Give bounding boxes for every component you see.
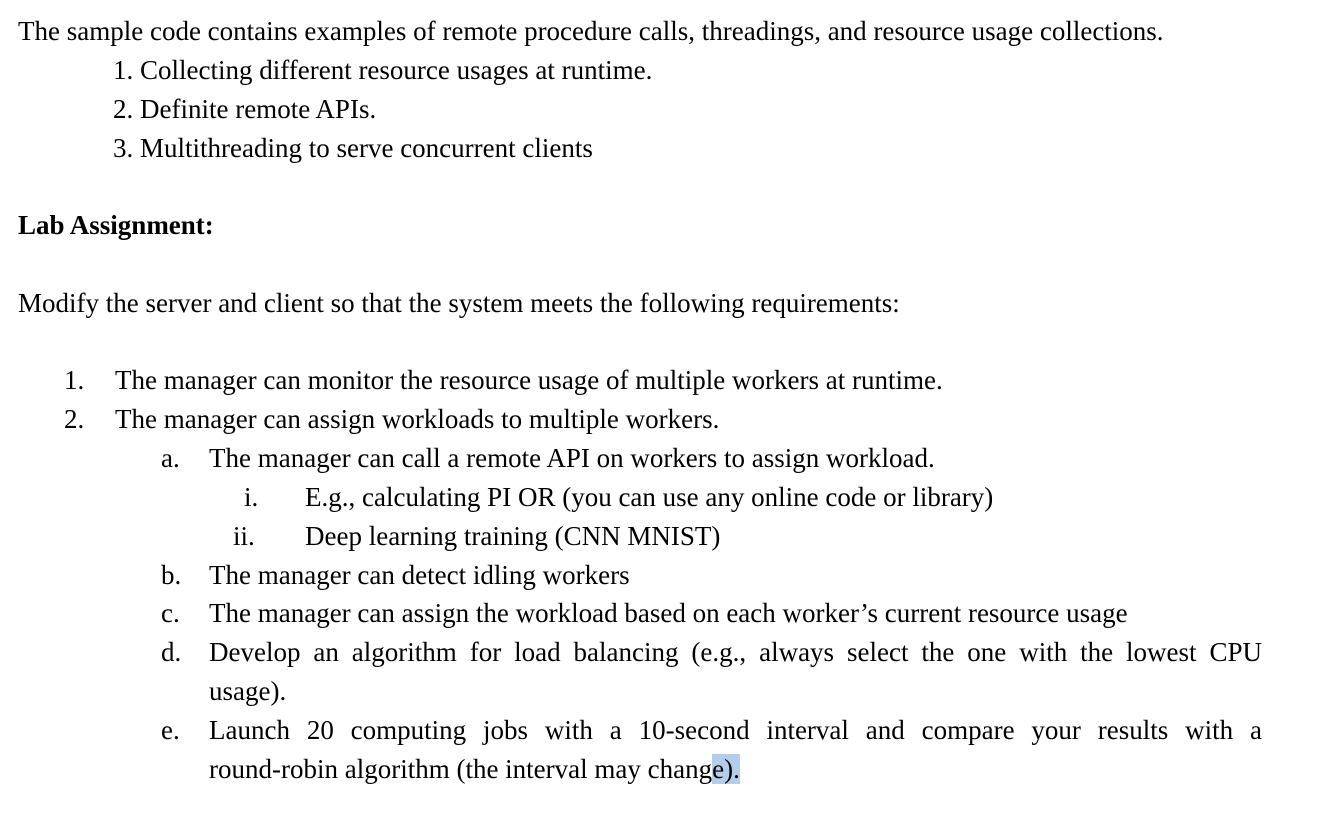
intro-item-1: 1. Collecting different resource usages at runtime.: [113, 55, 653, 85]
subitem-ii-text: Deep learning training (CNN MNIST): [305, 521, 721, 551]
requirement-2-text: The manager can assign workloads to multiple workers.: [115, 404, 720, 434]
subitem-e-text-line2[interactable]: [209, 753, 740, 785]
subitem-b-text: The manager can detect idling workers: [209, 560, 630, 590]
subitem-b-marker: b.: [161, 560, 182, 590]
subitem-i-text: E.g., calculating PI OR (you can use any online code or library): [305, 482, 994, 512]
subitem-a-text: The manager can call a remote API on workers to assign workload.: [209, 443, 935, 473]
subitem-a-marker: a.: [161, 443, 180, 473]
subitem-ii-marker: ii.: [233, 521, 255, 551]
subitem-i-marker: i.: [244, 482, 259, 512]
subitem-d-text-line1: Develop an algorithm for load balancing (e.g., always select the one with the lowest CPU: [209, 637, 1262, 667]
requirement-1-text: The manager can monitor the resource usage of multiple workers at runtime.: [115, 365, 943, 395]
subitem-d-marker: d.: [161, 637, 182, 667]
subitem-e-text-line1: Launch 20 computing jobs with a 10-second interval and compare your results with a: [209, 715, 1262, 745]
subitem-c-text: The manager can assign the workload based on each worker’s current resource usage: [209, 598, 1128, 628]
instruction-text: Modify the server and client so that the system meets the following requirements:: [18, 288, 900, 318]
requirement-2-marker: 2.: [64, 404, 85, 434]
intro-text: The sample code contains examples of remote procedure calls, threadings, and resource usage collections.: [18, 16, 1164, 46]
intro-item-3: 3. Multithreading to serve concurrent clients: [113, 133, 593, 163]
text-selection-highlight[interactable]: e).: [712, 754, 740, 784]
subitem-e-marker: e.: [161, 715, 180, 745]
intro-item-2: 2. Definite remote APIs.: [113, 94, 377, 124]
section-heading: Lab Assignment:: [18, 210, 214, 240]
requirement-1-marker: 1.: [64, 365, 85, 395]
subitem-e-text-before-selection: round-robin algorithm (the interval may chang: [209, 754, 713, 784]
subitem-c-marker: c.: [161, 598, 180, 628]
subitem-d-text-line2: usage).: [209, 676, 287, 706]
